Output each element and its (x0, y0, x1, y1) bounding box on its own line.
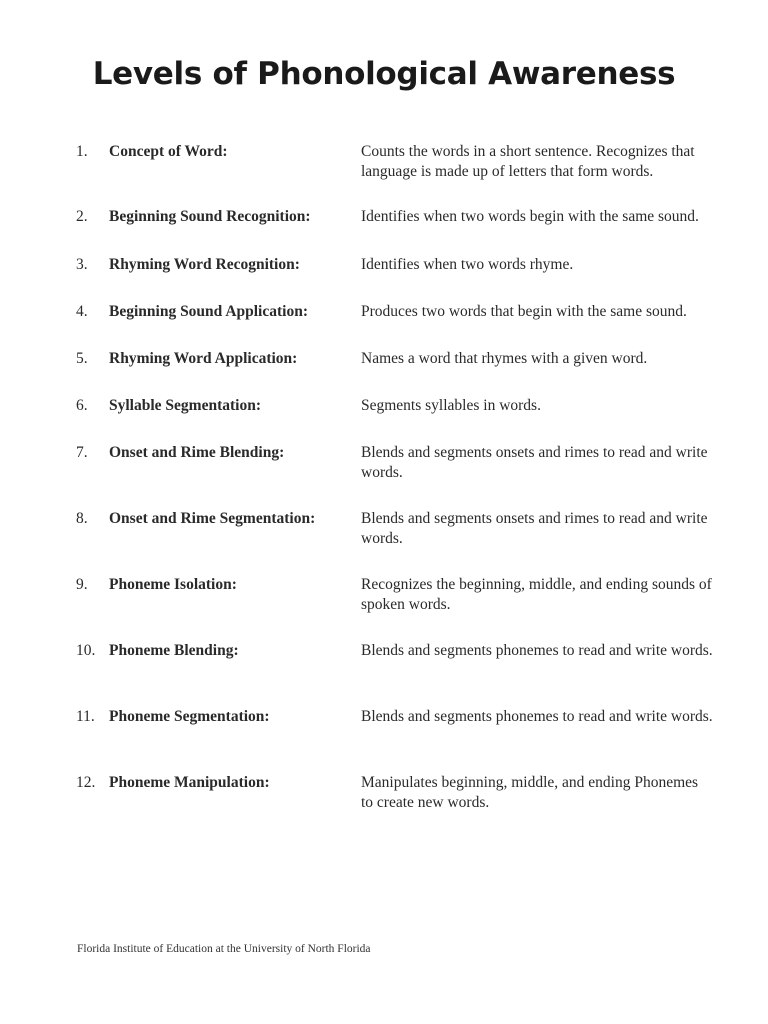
item-description: Names a word that rhymes with a given word. (361, 350, 648, 367)
item-description: Identifies when two words rhyme. (361, 256, 574, 273)
item-number: 12. (76, 774, 96, 791)
item-number: 1. (76, 143, 88, 160)
item-description: Blends and segments onsets and rimes to read and write words. (361, 444, 708, 481)
item-number: 9. (76, 576, 88, 593)
page-title: Levels of Phonological Awareness (92, 56, 676, 92)
item-term: Rhyming Word Recognition: (109, 256, 300, 273)
item-number: 6. (76, 397, 88, 414)
item-number: 10. (76, 642, 96, 659)
item-description: Blends and segments phonemes to read and write words. (361, 708, 713, 725)
item-description: Blends and segments onsets and rimes to read and write words. (361, 510, 708, 547)
item-term: Phoneme Blending: (109, 642, 239, 659)
item-term: Onset and Rime Segmentation: (109, 510, 316, 527)
item-number: 2. (76, 208, 88, 225)
item-term: Rhyming Word Application: (109, 350, 298, 367)
item-number: 8. (76, 510, 88, 527)
item-term: Beginning Sound Recognition: (109, 208, 311, 225)
item-term: Phoneme Segmentation: (109, 708, 270, 725)
item-description: Produces two words that begin with the same sound. (361, 303, 687, 320)
item-term: Concept of Word: (109, 143, 228, 160)
item-number: 5. (76, 350, 88, 367)
item-description: Recognizes the beginning, middle, and ending sounds of spoken words. (361, 576, 712, 613)
item-term: Onset and Rime Blending: (109, 444, 285, 461)
item-description: Counts the words in a short sentence. Recognizes that language is made up of letters that form words. (361, 143, 695, 180)
item-term: Syllable Segmentation: (109, 397, 261, 414)
item-description: Manipulates beginning, middle, and ending Phonemes to create new words. (361, 774, 699, 811)
footer-credit: Florida Institute of Education at the University of North Florida (77, 943, 371, 955)
item-term: Phoneme Manipulation: (109, 774, 270, 791)
item-number: 11. (76, 708, 95, 725)
item-term: Beginning Sound Application: (109, 303, 308, 320)
item-description: Segments syllables in words. (361, 397, 541, 414)
item-description: Identifies when two words begin with the same sound. (361, 208, 699, 225)
item-description: Blends and segments phonemes to read and write words. (361, 642, 713, 659)
item-number: 4. (76, 303, 88, 320)
item-number: 3. (76, 256, 88, 273)
item-term: Phoneme Isolation: (109, 576, 237, 593)
item-number: 7. (76, 444, 88, 461)
